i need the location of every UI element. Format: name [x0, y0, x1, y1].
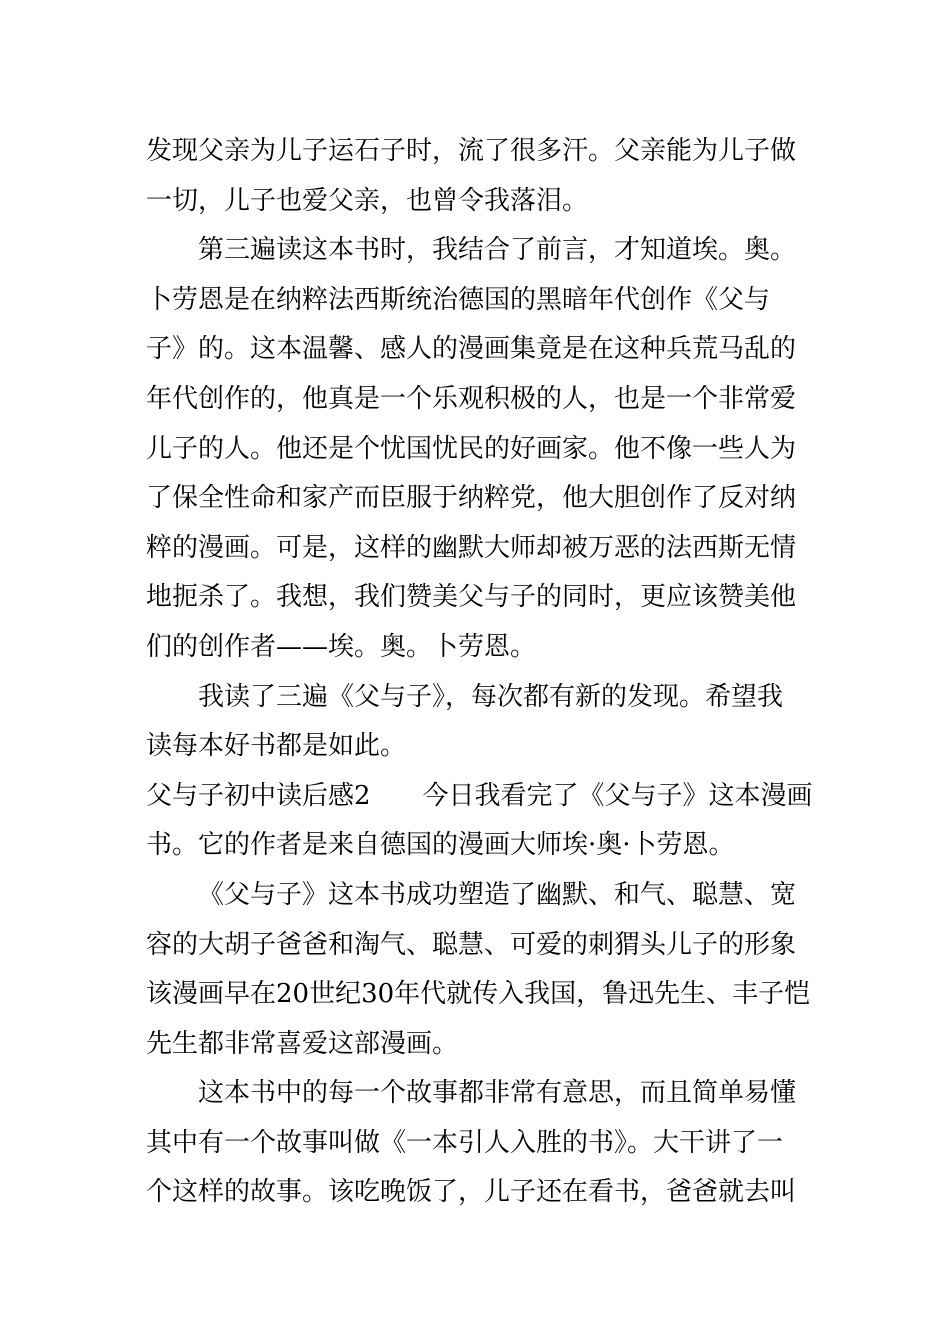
text-line: 粹的漫画。可是，这样的幽默大师却被万恶的法西斯无情	[146, 532, 797, 563]
text-line: 先生都非常喜爱这部漫画。	[146, 1028, 459, 1059]
text-line: 们的创作者——埃。奥。卜劳恩。	[146, 631, 537, 662]
text-line: 个这样的故事。该吃晚饭了，儿子还在看书，爸爸就去叫	[146, 1177, 797, 1208]
text-line: 地扼杀了。我想，我们赞美父与子的同时，更应该赞美他	[146, 582, 797, 613]
text-line: 其中有一个故事叫做《一本引人入胜的书》。大干讲了一	[146, 1127, 784, 1158]
paragraph-start: 这本书中的每一个故事都非常有意思，而且简单易懂	[198, 1078, 797, 1109]
paragraph-start: 《父与子》这本书成功塑造了幽默、和气、聪慧、宽	[198, 879, 797, 910]
text-line: 子》的。这本温馨、感人的漫画集竟是在这种兵荒马乱的	[146, 334, 797, 365]
section-intro-text: 今日我看完了《父与子》这本漫画	[422, 780, 813, 811]
document-body	[146, 127, 812, 1218]
text-line: 儿子的人。他还是个忧国忧民的好画家。他不像一些人为	[146, 433, 797, 464]
paragraph-start: 我读了三遍《父与子》，每次都有新的发现。希望我	[198, 681, 784, 712]
text-line: 了保全性命和家产而臣服于纳粹党，他大胆创作了反对纳	[146, 483, 797, 514]
text-line: 年代创作的，他真是一个乐观积极的人，也是一个非常爱	[146, 383, 797, 414]
text-line: 卜劳恩是在纳粹法西斯统治德国的黑暗年代创作《父与	[146, 284, 771, 315]
text-line: 该漫画早在20世纪30年代就传入我国，鲁迅先生、丰子恺	[146, 979, 811, 1010]
text-line: 发现父亲为儿子运石子时，流了很多汗。父亲能为儿子做	[146, 136, 797, 166]
text-line: 读每本好书都是如此。	[146, 731, 407, 762]
text-line: 一切，儿子也爱父亲，也曾令我落泪。	[146, 185, 589, 216]
section-heading-line	[146, 772, 812, 822]
text-line: 容的大胡子爸爸和淘气、聪慧、可爱的刺猬头儿子的形象	[146, 929, 797, 960]
section-title: 父与子初中读后感2	[146, 780, 371, 811]
paragraph-start: 第三遍读这本书时，我结合了前言，才知道埃。奥。	[198, 235, 797, 266]
text-line: 书。它的作者是来自德国的漫画大师埃·奥·卜劳恩。	[146, 830, 735, 861]
